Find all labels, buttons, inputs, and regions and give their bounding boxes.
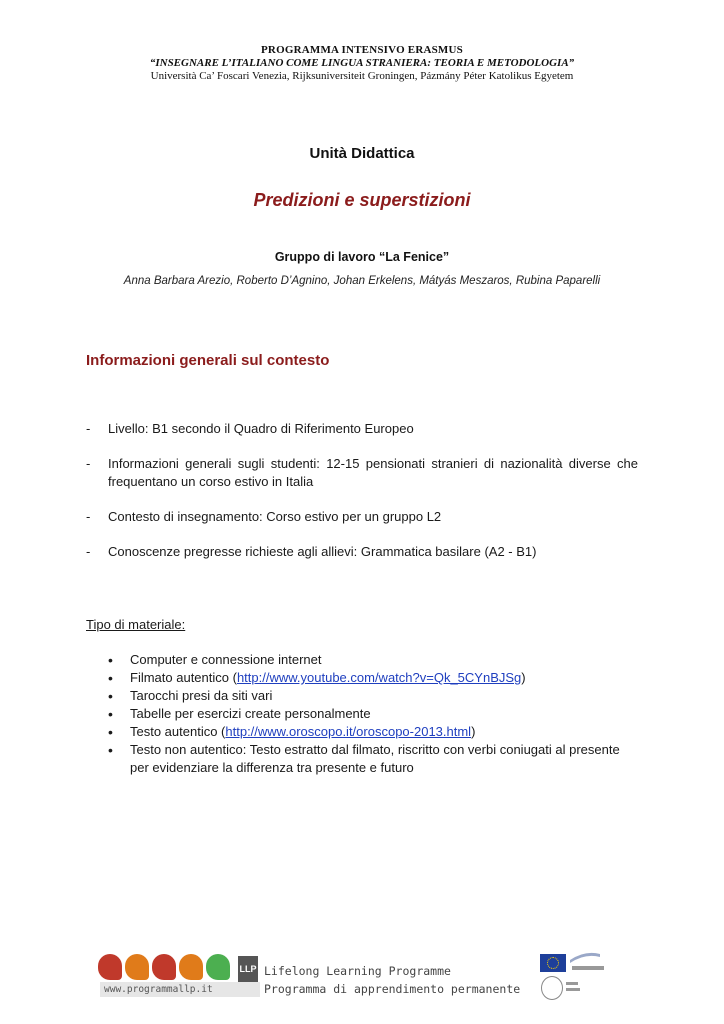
emblem-caption-icon: [566, 982, 578, 985]
info-students: Informazioni generali sugli studenti: 12-15 pensionati stranieri di nazionalità diverse che frequentano un corso estivo in Italia: [108, 456, 638, 489]
material-text-label: Testo autentico (: [130, 724, 226, 739]
unit-title: Unità Didattica: [309, 145, 415, 162]
eu-caption-icon: [572, 966, 604, 970]
eu-flag-icon: [540, 954, 566, 972]
authors: Anna Barbara Arezio, Roberto D’Agnino, Johan Erkelens, Mátyás Meszaros, Rubina Paparelli: [123, 275, 601, 287]
footer-programme-it: Programma di apprendimento permanente: [264, 982, 521, 996]
material-text-suffix: ): [471, 724, 476, 739]
list-item: • Computer e connessione internet: [108, 652, 322, 668]
list-item: - Contesto di insegnamento: Corso estivo per un gruppo L2: [86, 509, 442, 524]
list-item: - Livello: B1 secondo il Quadro di Riferimento Europeo: [86, 421, 414, 436]
material-tables: Tabelle per esercizi create personalmente: [130, 706, 371, 721]
material-video-suffix: ): [521, 670, 526, 685]
header-universities: Università Ca’ Foscari Venezia, Rijksuniversiteit Groningen, Pázmány Péter Katolikus Egyetem: [150, 70, 574, 82]
material-video-label: Filmato autentico (: [130, 670, 237, 685]
material-list: [108, 651, 628, 777]
list-item: • Tarocchi presi da siti vari: [108, 688, 273, 704]
section-title-context: Informazioni generali sul contesto: [86, 352, 330, 369]
material-tarot: Tarocchi presi da siti vari: [130, 688, 273, 703]
footer-programme-en: Lifelong Learning Programme: [264, 964, 451, 978]
header-course-title: “INSEGNARE L’ITALIANO COME LINGUA STRANIERA: TEORIA E METODOLOGIA”: [149, 57, 575, 69]
footer: [0, 948, 724, 1008]
header-program: PROGRAMMA INTENSIVO ERASMUS: [261, 44, 463, 56]
list-item: - Informazioni generali sugli studenti: 12-15 pensionati stranieri di nazionalità diverse che frequentano un corso estivo in Italia: [86, 456, 638, 489]
list-item: • Filmato autentico (http://www.youtube.com/watch?v=Qk_5CYnBJSg): [108, 670, 526, 686]
info-prior-knowledge: Conoscenze pregresse richieste agli allievi: Grammatica basilare (A2 - B1): [108, 544, 537, 559]
info-teaching-context: Contesto di insegnamento: Corso estivo per un gruppo L2: [108, 509, 442, 524]
emblem-caption-icon-2: [566, 988, 580, 991]
material-title: Tipo di materiale:: [86, 617, 186, 632]
work-group: Gruppo di lavoro “La Fenice”: [274, 250, 450, 264]
programma-llp-logo: [98, 954, 230, 980]
material-non-authentic: Testo non autentico: Testo estratto dal filmato, riscritto con verbi coniugati al presente per evidenziare la differenza tra presente e futuro: [130, 742, 620, 775]
context-info-list: [86, 420, 638, 578]
list-item: • Testo non autentico: Testo estratto dal filmato, riscritto con verbi coniugati al presente per evidenziare la differenza tra presente e futuro: [108, 742, 620, 775]
list-item: - Conoscenze pregresse richieste agli allievi: Grammatica basilare (A2 - B1): [86, 544, 537, 559]
eu-banner-icon: [570, 950, 600, 964]
youtube-link[interactable]: http://www.youtube.com/watch?v=Qk_5CYnBJSg: [236, 670, 522, 685]
oroscopo-link[interactable]: http://www.oroscopo.it/oroscopo-2013.html: [225, 724, 472, 739]
info-level: Livello: B1 secondo il Quadro di Riferimento Europeo: [108, 421, 414, 436]
material-computer: Computer e connessione internet: [130, 652, 322, 667]
document-title: Predizioni e superstizioni: [253, 190, 471, 210]
list-item: • Testo autentico (http://www.oroscopo.it/oroscopo-2013.html): [108, 724, 476, 740]
italian-emblem-icon: [541, 976, 563, 1000]
llp-badge: LLP: [238, 956, 258, 982]
document-header: [0, 44, 724, 83]
list-item: • Tabelle per esercizi create personalmente: [108, 706, 371, 722]
footer-url: www.programmallp.it: [100, 982, 260, 997]
